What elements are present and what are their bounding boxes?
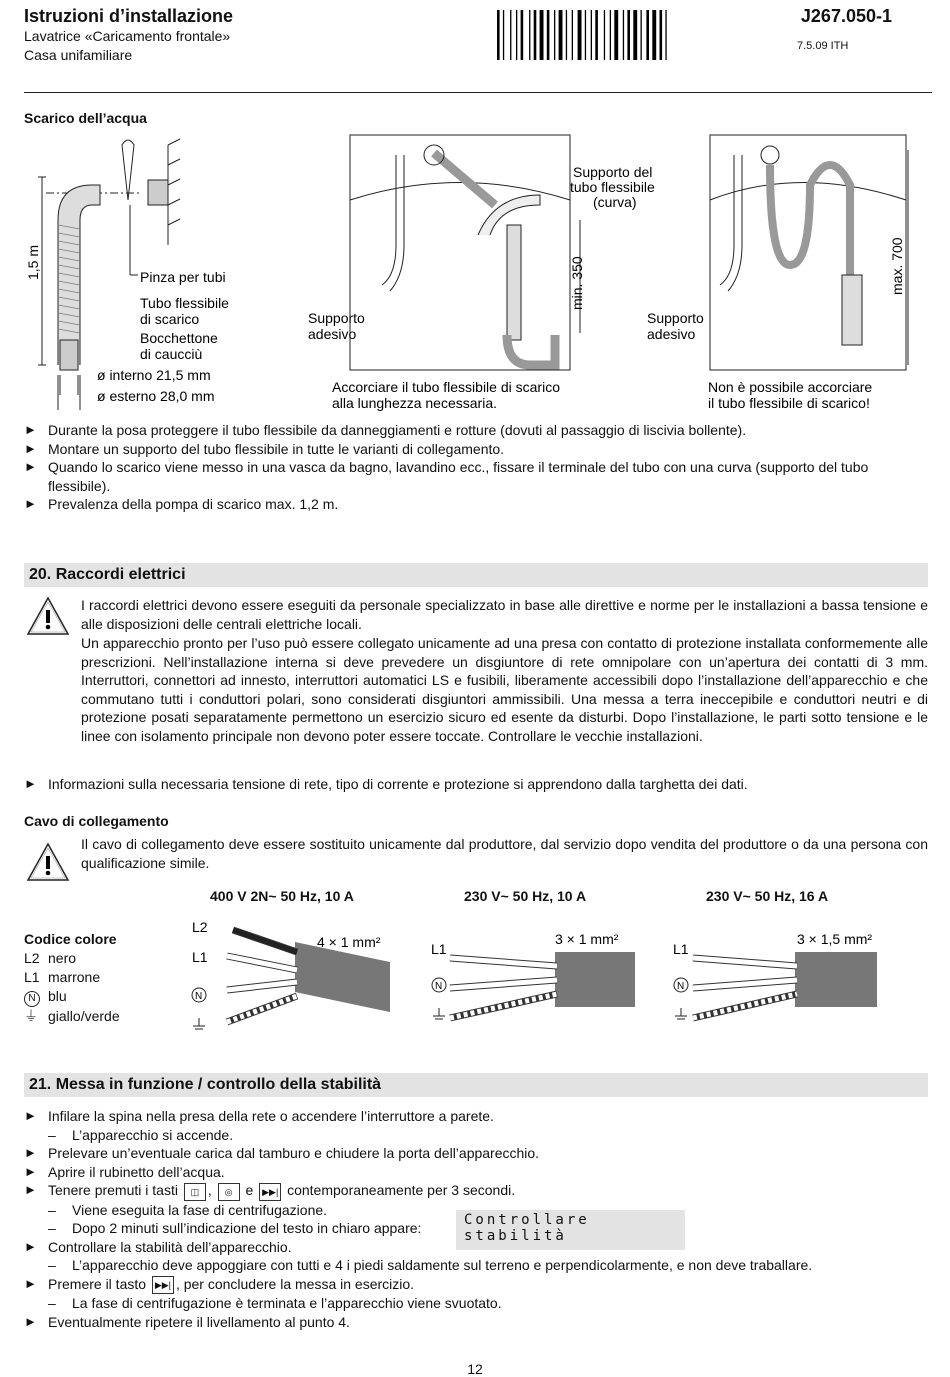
cable-para: Il cavo di collegamento deve essere sostituito unicamente dal produttore, dal servizio dopo vendita del produttore o da una persona con qualificazione simile. xyxy=(81,836,928,871)
list-item: ► Montare un supporto del tubo flessibile in tutte le varianti di collegamento. xyxy=(24,440,928,459)
list-item: ► Infilare la spina nella presa della rete o accendere l’interruttore a parete. xyxy=(24,1107,928,1126)
page-number: 12 xyxy=(467,1361,483,1377)
hose-label-2: di scarico xyxy=(140,311,200,327)
document-id: J267.050-1 xyxy=(800,6,892,26)
cable-1-n: N xyxy=(195,991,203,1002)
cable-3-title: 230 V~ 50 Hz, 16 A xyxy=(706,888,829,904)
section-21-heading: 21. Messa in funzione / controllo della stabilità xyxy=(24,1073,928,1097)
drum-key-icon: ◎ xyxy=(218,1183,240,1201)
header-rule xyxy=(24,92,932,93)
short-hose-figure xyxy=(350,135,580,370)
section-20-heading: 20. Raccordi elettrici xyxy=(24,563,928,587)
cable-1-title: 400 V 2N~ 50 Hz, 10 A xyxy=(210,888,354,904)
outer-diameter-label: ø esterno 28,0 mm xyxy=(97,388,215,404)
inner-diameter-label: ø interno 21,5 mm xyxy=(97,367,211,383)
start-key-icon: ▶▶| xyxy=(152,1276,174,1294)
list-item: ► Controllare la stabilità dell’apparecchio. xyxy=(24,1238,928,1257)
cable-3 xyxy=(693,952,877,1018)
long-caption-1: Non è possibile accorciare xyxy=(708,379,873,395)
min-height-label: min. 350 xyxy=(569,256,585,310)
long-hose-figure xyxy=(710,135,908,370)
curve-support-2: tubo flessibile xyxy=(570,179,655,195)
drain-heading: Scarico dell’acqua xyxy=(24,110,147,126)
electrical-para-1: I raccordi elettrici devono essere eseguiti da personale specializzato in base alle direttive e norme per le installazioni a bassa tensione e alle disposizioni delle centrali elettriche locali. xyxy=(81,597,928,632)
short-caption-1: Accorciare il tubo flessibile di scarico xyxy=(332,379,560,395)
list-item: – Viene eseguita la fase di centrifugazione. xyxy=(24,1201,928,1220)
subtitle-house: Casa unifamiliare xyxy=(24,47,133,63)
legend-item: L2 nero xyxy=(24,950,77,966)
list-item: – La fase di centrifugazione è terminata e l’apparecchio viene svuotato. xyxy=(24,1294,928,1313)
cable-diagrams xyxy=(185,912,930,1037)
list-item: ► Prelevare un’eventuale carica dal tamburo e chiudere la porta dell’apparecchio. xyxy=(24,1144,928,1163)
electrical-para-2: Un apparecchio pronto per l’uso può essere collegato unicamente ad una presa con contatto di protezione installata conformemente alle prescrizioni. Nell’installazione interna si deve prevedere un disgiuntore di rete omnipolare con un’apertura dei contatti di 3 mm. Interruttori, connettori ad innesto, interruttori automatici LS e fusibili, liberamente accessibili dopo l’installazione dell’apparecchio e che commutano tutti i conduttori polari, sono considerati disgiuntori ammissibili. Una messa a terra ineccepibile e conduttori neutri e di protezione posati separatamente permettono un esercizio sicuro ed esente da disturbi. Dopo l’installazione, le parti sotto tensione e le linee con isolamento principale non devono poter essere toccate. Controllare le vecchie installazioni. xyxy=(81,635,928,744)
legend-item: ⏚ giallo/verde xyxy=(24,1008,120,1024)
legend-heading: Codice colore xyxy=(24,931,117,947)
short-caption-2: alla lunghezza necessaria. xyxy=(332,395,497,411)
warning-icon xyxy=(26,596,70,636)
subtitle-product: Lavatrice «Caricamento frontale» xyxy=(24,28,231,44)
list-item: ► Informazioni sulla necessaria tensione di rete, tipo di corrente e protezione si apprendono dalla targhetta dei dati. xyxy=(24,775,928,794)
list-item: ► Prevalenza della pompa di scarico max. 1,2 m. xyxy=(24,495,928,514)
cable-1-l2: L2 xyxy=(192,919,208,935)
warning-icon xyxy=(26,842,70,882)
list-item: ► Aprire il rubinetto dell’acqua. xyxy=(24,1163,928,1182)
adhesive-support-1: Supporto xyxy=(308,310,365,326)
adhesive-support-4: adesivo xyxy=(647,326,696,342)
cable-3-n: N xyxy=(677,981,685,992)
list-item: ► Quando lo scarico viene messo in una vasca da bagno, lavandino ecc., fissare il terminale del tubo con una curva (supporto del tubo flessibile). xyxy=(24,458,928,495)
list-item: ► Eventualmente ripetere il livellamento al punto 4. xyxy=(24,1313,928,1332)
legend-item: L1 marrone xyxy=(24,969,101,985)
list-item: ► Premere il tasto ▶▶| , per concludere la messa in esercizio. xyxy=(24,1275,928,1294)
drain-bullet-list xyxy=(24,421,928,514)
height-label: 1,5 m xyxy=(25,244,41,280)
cable-2-n: N xyxy=(435,981,443,992)
page-title: Istruzioni d’installazione xyxy=(24,6,234,26)
cable-3-section: 3 × 1,5 mm² xyxy=(797,931,873,947)
list-item: – L’apparecchio si accende. xyxy=(24,1126,928,1145)
cable-1-section: 4 × 1 mm² xyxy=(317,934,381,950)
cable-3-l1: L1 xyxy=(673,941,689,957)
hose-label-1: Tubo flessibile xyxy=(140,295,229,311)
cable-1-l1: L1 xyxy=(192,949,208,965)
curve-support-3: (curva) xyxy=(593,194,637,210)
cable-heading: Cavo di collegamento xyxy=(24,813,169,829)
max-height-label: max. 700 xyxy=(889,237,905,295)
legend-item: N blu xyxy=(24,987,120,1007)
cable-2-title: 230 V~ 50 Hz, 10 A xyxy=(464,888,587,904)
spin-key-icon: ◫ xyxy=(184,1183,206,1201)
cable-2 xyxy=(450,952,635,1018)
display-text: Controllare stabilità xyxy=(456,1210,685,1250)
list-item: ► Tenere premuti i tasti ◫ , ◎ e ▶▶| contemporaneamente per 3 secondi. xyxy=(24,1181,928,1200)
drain-diagram xyxy=(20,125,930,415)
list-item: – L’apparecchio deve appoggiare con tutti e 4 i piedi saldamente sul terreno e perpendicolarmente, e non deve traballare. xyxy=(24,1256,928,1275)
list-item: ► Durante la posa proteggere il tubo flessibile da danneggiamenti e rotture (dovuti al passaggio di liscivia bollente). xyxy=(24,421,928,440)
colour-legend xyxy=(24,930,120,1026)
curve-support-1: Supporto del xyxy=(573,164,653,180)
adhesive-support-2: adesivo xyxy=(308,326,357,342)
list-item: – Dopo 2 minuti sull’indicazione del testo in chiaro appare: xyxy=(24,1219,928,1238)
nozzle-label-2: di caucciù xyxy=(140,346,203,362)
document-date: 7.5.09 ITH xyxy=(797,40,849,52)
electrical-bullet-list xyxy=(24,775,928,794)
long-caption-2: il tubo flessibile di scarico! xyxy=(708,395,870,411)
barcode xyxy=(497,10,717,60)
adhesive-support-3: Supporto xyxy=(647,310,704,326)
nozzle-label-1: Bocchettone xyxy=(140,330,218,346)
start-key-icon: ▶▶| xyxy=(259,1183,281,1201)
cable-2-section: 3 × 1 mm² xyxy=(555,931,619,947)
ground-icon: ⏚ xyxy=(24,1008,38,1024)
cable-2-l1: L1 xyxy=(431,941,447,957)
clip-label: Pinza per tubi xyxy=(140,269,226,285)
